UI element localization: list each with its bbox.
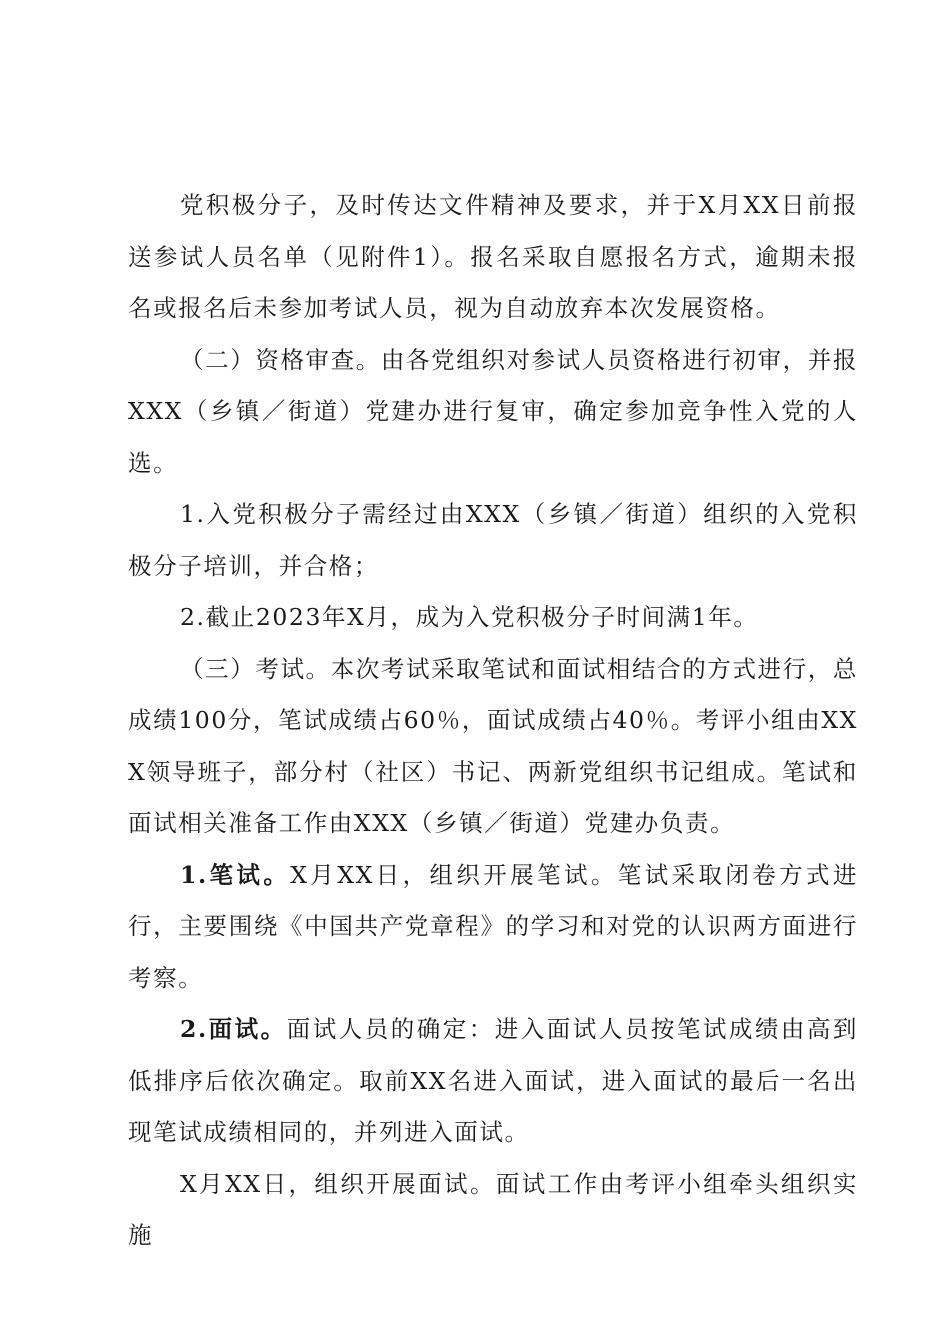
paragraph-text: 2.截止2023年X月，成为入党积极分子时间满1年。: [180, 603, 759, 631]
document-body: [128, 180, 858, 1262]
paragraph-text: 1.入党积极分子需经过由XXX（乡镇／街道）组织的入党积极分子培训，并合格；: [128, 500, 858, 580]
paragraph-interview-schedule: [128, 1159, 858, 1262]
paragraph-condition-training: [128, 489, 858, 592]
paragraph-exam-overview: [128, 644, 858, 850]
paragraph-registration-continued: [128, 180, 858, 335]
paragraph-text: X月XX日，组织开展面试。面试工作由考评小组牵头组织实施: [128, 1169, 858, 1249]
paragraph-interview-selection: [128, 1004, 858, 1159]
paragraph-qualification-review: [128, 335, 858, 490]
paragraph-lead-heading: 1.笔试。: [180, 860, 291, 889]
paragraph-text: （二）资格审查。由各党组织对参试人员资格进行初审，并报XXX（乡镇／街道）党建办进行复审，确定参加竞争性入党的人选。: [128, 345, 858, 477]
paragraph-lead-heading: 2.面试。: [180, 1015, 287, 1043]
paragraph-text: X月XX日，组织开展笔试。笔试采取闭卷方式进行，主要围绕《中国共产党章程》的学习和对党的认识两方面进行考察。: [128, 860, 858, 992]
paragraph-text: 党积极分子，及时传达文件精神及要求，并于X月XX日前报送参试人员名单（见附件1）。报名采取自愿报名方式，逾期未报名或报名后未参加考试人员，视为自动放弃本次发展资格。: [128, 191, 858, 322]
paragraph-text: 面试人员的确定：进入面试人员按笔试成绩由高到低排序后依次确定。取前XX名进入面试，进入面试的最后一名出现笔试成绩相同的，并列进入面试。: [128, 1015, 858, 1146]
paragraph-text: （三）考试。本次考试采取笔试和面试相结合的方式进行，总成绩100分，笔试成绩占60％，面试成绩占40％。考评小组由XXX领导班子，部分村（社区）书记、两新党组织书记组成。笔试和面试相关准备工作由XXX（乡镇／街道）党建办负责。: [128, 654, 858, 837]
paragraph-condition-tenure: [128, 592, 858, 644]
paragraph-written-exam: [128, 850, 858, 1005]
